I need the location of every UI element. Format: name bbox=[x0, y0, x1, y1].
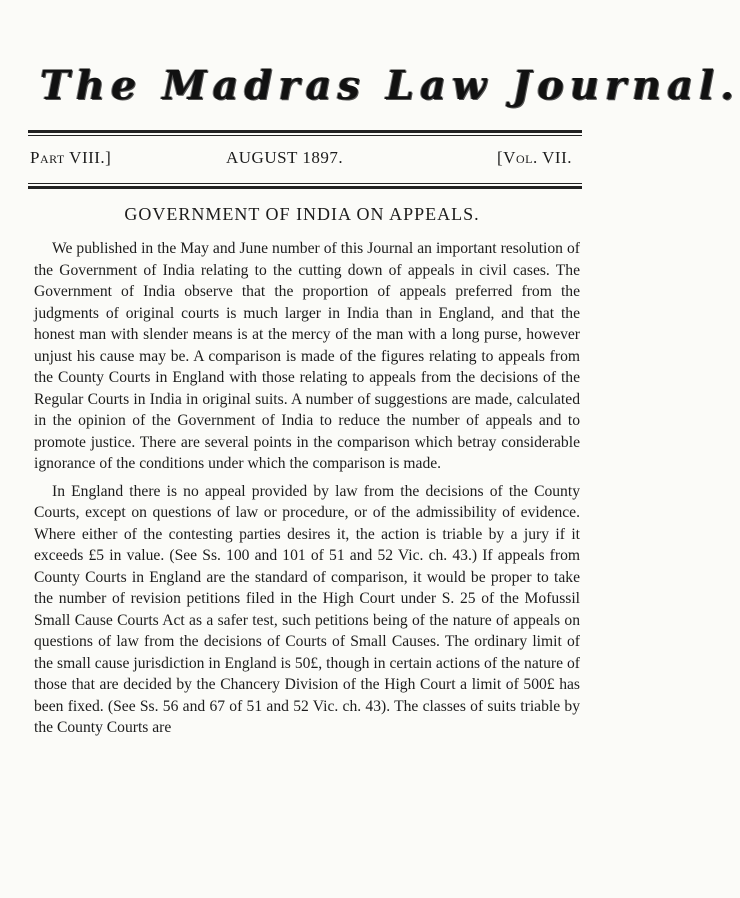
masthead bbox=[40, 62, 740, 122]
article-paragraph-1: We published in the May and June number of this Journal an important resolution of the Government of India relating to the cutting down of appeals in civil cases. The Government of India observe that the proportion of appeals preferred from the judgments of original courts is much larger in India than in England, and that the honest man with slender means is at the mercy of the man with a long purse, however unjust his cause may be. A comparison is made of the figures relating to appeals from the County Courts in England with those relating to appeals from the decisions of the Regular Courts in India in original suits. A number of suggestions are made, calculated in the opinion of the Government of India to reduce the number of appeals and to promote justice. There are several points in the comparison which betray considerable ignorance of the conditions under which the comparison is made. bbox=[34, 240, 580, 472]
issue-part: Part VIII.] bbox=[30, 148, 112, 167]
bottom-rule-thin bbox=[28, 183, 582, 184]
top-rule-thick bbox=[28, 130, 582, 133]
issue-date: AUGUST 1897. bbox=[226, 148, 344, 167]
article-heading: GOVERNMENT OF INDIA ON APPEALS. bbox=[124, 204, 480, 224]
journal-title: The Madras Law Journal. bbox=[40, 62, 740, 109]
article-paragraph-2: In England there is no appeal provided by law from the decisions of the County Courts, except on questions of law or procedure, or of the admissibility of evidence. Where either of the contesting parties desires it, the action is triable by a jury if it exceeds £5 in value. (See Ss. 100 and 101 of 51 and 52 Vic. ch. 43.) If appeals from County Courts in England are the standard of comparison, it would be proper to take the number of revision petitions filed in the High Court under S. 25 of the Mofussil Small Cause Courts Act as a safer test, such petitions being of the nature of appeals on questions of law from the decisions of Courts of Small Causes. The ordinary limit of the small cause jurisdiction in England is 50£, though in certain actions of the nature of those that are decided by the Chancery Division of the High Court a limit of 500£ has been fixed. (See Ss. 56 and 67 of 51 and 52 Vic. ch. 43). The classes of suits triable by the County Courts are bbox=[34, 482, 580, 736]
top-rule-thin bbox=[28, 135, 582, 136]
issue-volume: [Vol. VII. bbox=[497, 148, 572, 167]
issue-line bbox=[30, 148, 582, 172]
article-body bbox=[34, 238, 580, 739]
bottom-rule-thick bbox=[28, 186, 582, 189]
